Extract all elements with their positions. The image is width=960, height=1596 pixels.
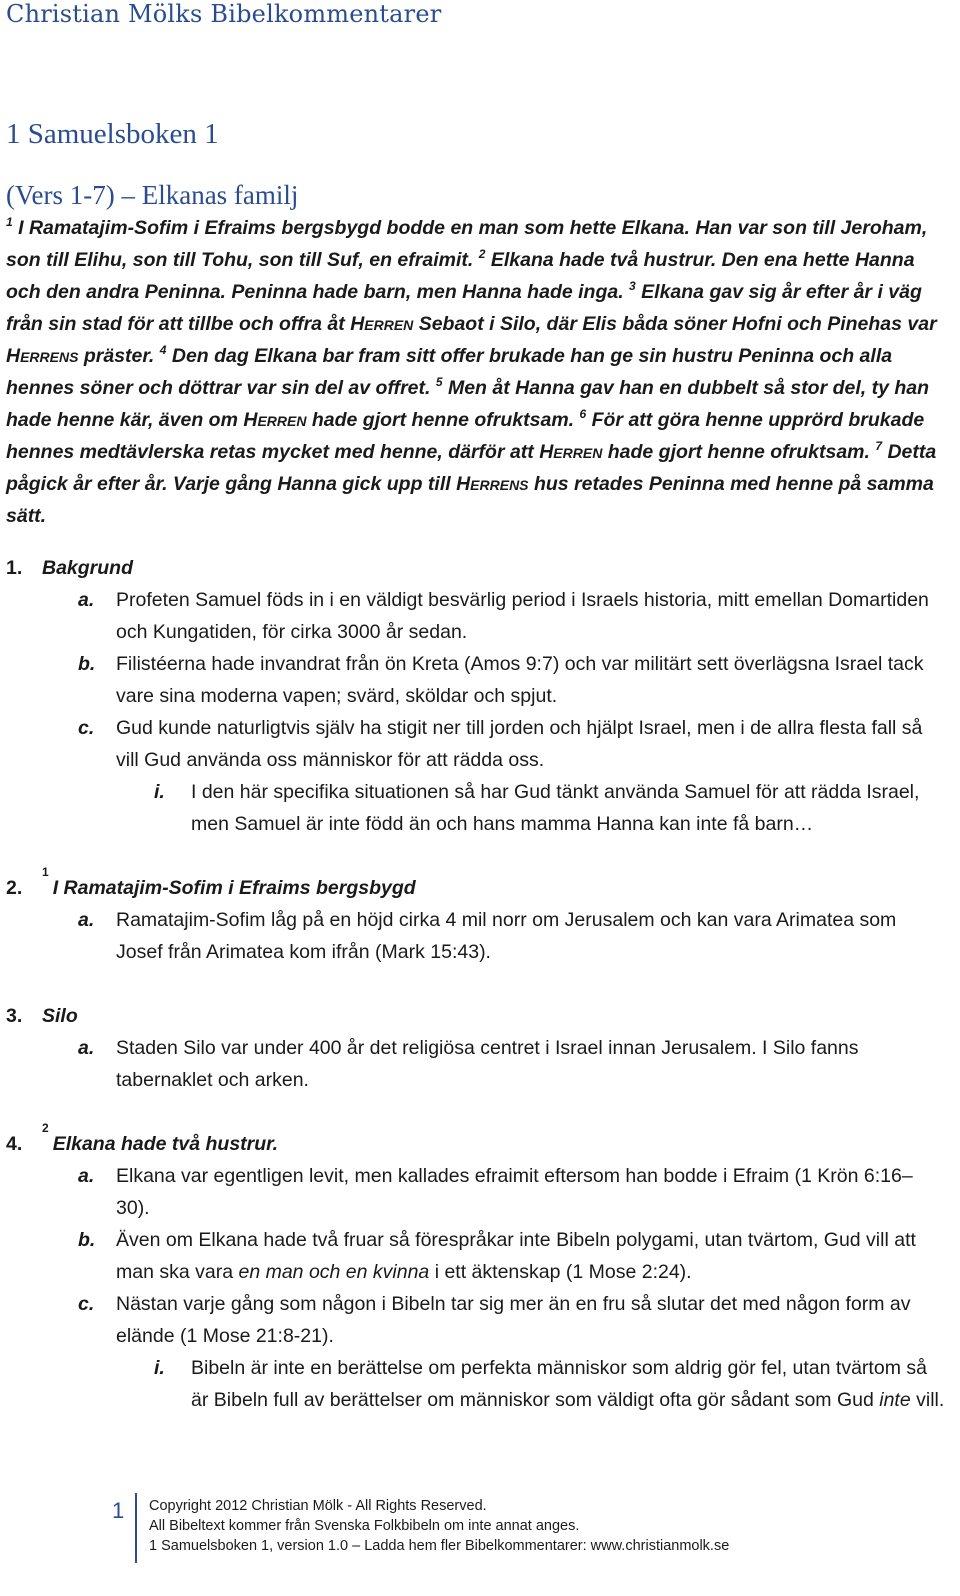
emphasis-text: inte xyxy=(879,1389,911,1411)
note-subitem xyxy=(78,712,946,776)
subsubitem-text-part: Bibeln är inte en berättelse om perfekta människor som aldrig gör fel, utan tvärtom så är Bibeln full av berättelser om människor som väldigt ofta gör sådant som Gud xyxy=(191,1357,927,1411)
verse-number: 2 xyxy=(42,1121,49,1135)
subitem-text: Filistéerna hade invandrat från ön Kreta (Amos 9:7) och var militärt sett överlägsna Israel tack vare sina moderna vapen; svärd, sköldar och spjut. xyxy=(116,653,924,707)
footer-divider xyxy=(135,1493,137,1563)
subitem-label: a. xyxy=(78,589,95,611)
subsubitem-text: I den här specifika situationen så har Gud tänkt använda Samuel för att rädda Israel, men Samuel är inte född än och hans mamma Hanna kan inte få barn… xyxy=(191,781,920,835)
note-heading-text: Elkana hade två hustrur. xyxy=(52,1133,279,1155)
subitem-text: Gud kunde naturligtvis själv ha stigit ner till jorden och hjälpt Israel, men i de allra flesta fall så vill Gud använda oss människor för att rädda oss. xyxy=(116,717,923,771)
subsubitem-label: i. xyxy=(154,1357,165,1379)
note-heading-text: Silo xyxy=(42,1005,78,1027)
note-subitem xyxy=(78,1224,946,1288)
subitem-text-part: Även om Elkana hade två fruar så förespråkar inte Bibeln polygami, utan tvärtom, Gud vill att man ska vara xyxy=(116,1229,916,1283)
site-title: Christian Mölks Bibelkommentarer xyxy=(6,0,442,28)
note-subitem xyxy=(78,584,946,648)
subitem-text xyxy=(116,1224,946,1288)
note-item xyxy=(6,1000,946,1096)
note-heading xyxy=(6,552,946,584)
subsubitem-label: i. xyxy=(154,781,165,803)
subitem-text: Nästan varje gång som någon i Bibeln tar sig mer än en fru så slutar det med någon form av elände (1 Mose 21:8-21). xyxy=(116,1293,911,1347)
verse-text: hade gjort henne ofruktsam. xyxy=(311,409,575,431)
subitem-text-part: i ett äktenskap (1 Mose 2:24). xyxy=(434,1261,692,1283)
subitem-label: b. xyxy=(78,1229,96,1251)
verse-text: Sebaot i Silo, där Elis båda söner Hofni och Pinehas var xyxy=(418,313,937,335)
subsubitem-text xyxy=(191,1352,946,1416)
footer xyxy=(149,1496,729,1556)
note-number: 2. xyxy=(6,877,23,899)
verse-text: För att göra henne upprörd brukade hennes medtävlerska retas mycket med henne, därför att xyxy=(6,409,925,463)
note-number: 3. xyxy=(6,1005,23,1027)
verse-number: 2 xyxy=(478,247,486,261)
subitem-text: Elkana var egentligen levit, men kallades efraimit eftersom han bodde i Efraim (1 Krön 6:16–30). xyxy=(116,1165,913,1219)
source-note: All Bibeltext kommer från Svenska Folkbibeln om inte annat anges. xyxy=(149,1518,580,1534)
subitem-text: Staden Silo var under 400 år det religiösa centret i Israel innan Jerusalem. I Silo fanns tabernaklet och arken. xyxy=(116,1037,859,1091)
note-heading xyxy=(6,865,946,904)
chapter-title: 1 Samuelsboken 1 xyxy=(6,118,219,150)
subitem-text: Profeten Samuel föds in i en väldigt besvärlig period i Israels historia, mitt emellan Domartiden och Kungatiden, för cirka 3000 år sedan. xyxy=(116,589,929,643)
note-item xyxy=(6,552,946,840)
subitem-label: b. xyxy=(78,653,96,675)
note-subitem xyxy=(78,648,946,712)
verse-number: 5 xyxy=(435,375,443,389)
subitem-label: a. xyxy=(78,1037,95,1059)
copyright-text: Copyright 2012 Christian Mölk - All Rights Reserved. xyxy=(149,1498,487,1514)
verse-text: Den dag Elkana bar fram sitt offer brukade han ge sin hustru Peninna och alla hennes söner och döttrar var sin del av offret. xyxy=(6,345,893,399)
note-subitem xyxy=(78,1032,946,1096)
verse-text: Elkana gav sig år efter år i väg från sin stad för att tillbe och offra åt xyxy=(6,281,922,335)
verse-text: hade gjort henne ofruktsam. xyxy=(607,441,870,463)
section-title: (Vers 1-7) – Elkanas familj xyxy=(6,180,299,210)
verse-text: hus retades Peninna med henne på samma sätt. xyxy=(6,473,934,527)
divine-name: Herren xyxy=(350,313,414,335)
note-heading xyxy=(6,1121,946,1160)
note-number: 4. xyxy=(6,1133,23,1155)
note-subitem xyxy=(78,1160,946,1224)
verse-number: 7 xyxy=(875,439,883,453)
note-subitem xyxy=(78,1288,946,1352)
emphasis-text: en man och en kvinna xyxy=(238,1261,430,1283)
note-number: 1. xyxy=(6,557,23,579)
note-item xyxy=(6,865,946,968)
verse-text: Detta pågick år efter år. Varje gång Hanna gick upp till xyxy=(6,441,937,495)
verse-number: 1 xyxy=(6,215,13,229)
note-subitem xyxy=(78,904,946,968)
verse-text: Men åt Hanna gav han en dubbelt så stor del, ty han hade henne kär, även om xyxy=(6,377,930,431)
verse-number: 6 xyxy=(579,407,587,421)
verse-number: 1 xyxy=(42,865,49,879)
subitem-label: c. xyxy=(78,717,95,739)
subsubitem-text-part: vill. xyxy=(916,1389,945,1411)
subitem-text: Ramatajim-Sofim låg på en höjd cirka 4 mil norr om Jerusalem och kan vara Arimatea som Josef från Arimatea kom ifrån (Mark 15:43). xyxy=(116,909,897,963)
divine-name: Herren xyxy=(539,441,603,463)
divine-name: Herrens xyxy=(6,345,79,367)
subitem-label: a. xyxy=(78,909,95,931)
note-subsubitem xyxy=(154,1352,946,1416)
note-subsubitem xyxy=(154,776,946,840)
note-heading-text: Bakgrund xyxy=(42,557,134,579)
subitem-label: c. xyxy=(78,1293,95,1315)
divine-name: Herren xyxy=(243,409,307,431)
subitem-label: a. xyxy=(78,1165,95,1187)
verse-number: 3 xyxy=(629,279,636,293)
verse-text: präster. xyxy=(83,345,155,367)
version-note: 1 Samuelsboken 1, version 1.0 – Ladda hem fler Bibelkommentarer: www.christianmolk.se xyxy=(149,1538,730,1554)
verse-text: I Ramatajim-Sofim i Efraims bergsbygd bodde en man som hette Elkana. Han var son till Jeroham, son till Elihu, son till Tohu, son till Suf, en efraimit. xyxy=(6,217,928,271)
verse-text: Elkana hade två hustrur. Den ena hette Hanna och den andra Peninna. Peninna hade barn, men Hanna hade inga. xyxy=(6,249,915,303)
verse-number: 4 xyxy=(159,343,167,357)
page-number: 1 xyxy=(112,1498,125,1523)
note-item xyxy=(6,1121,946,1416)
commentary-notes xyxy=(6,552,946,1416)
scripture-text xyxy=(6,212,946,532)
note-heading xyxy=(6,1000,946,1032)
divine-name: Herrens xyxy=(456,473,529,495)
note-heading-text: I Ramatajim-Sofim i Efraims bergsbygd xyxy=(52,877,416,899)
